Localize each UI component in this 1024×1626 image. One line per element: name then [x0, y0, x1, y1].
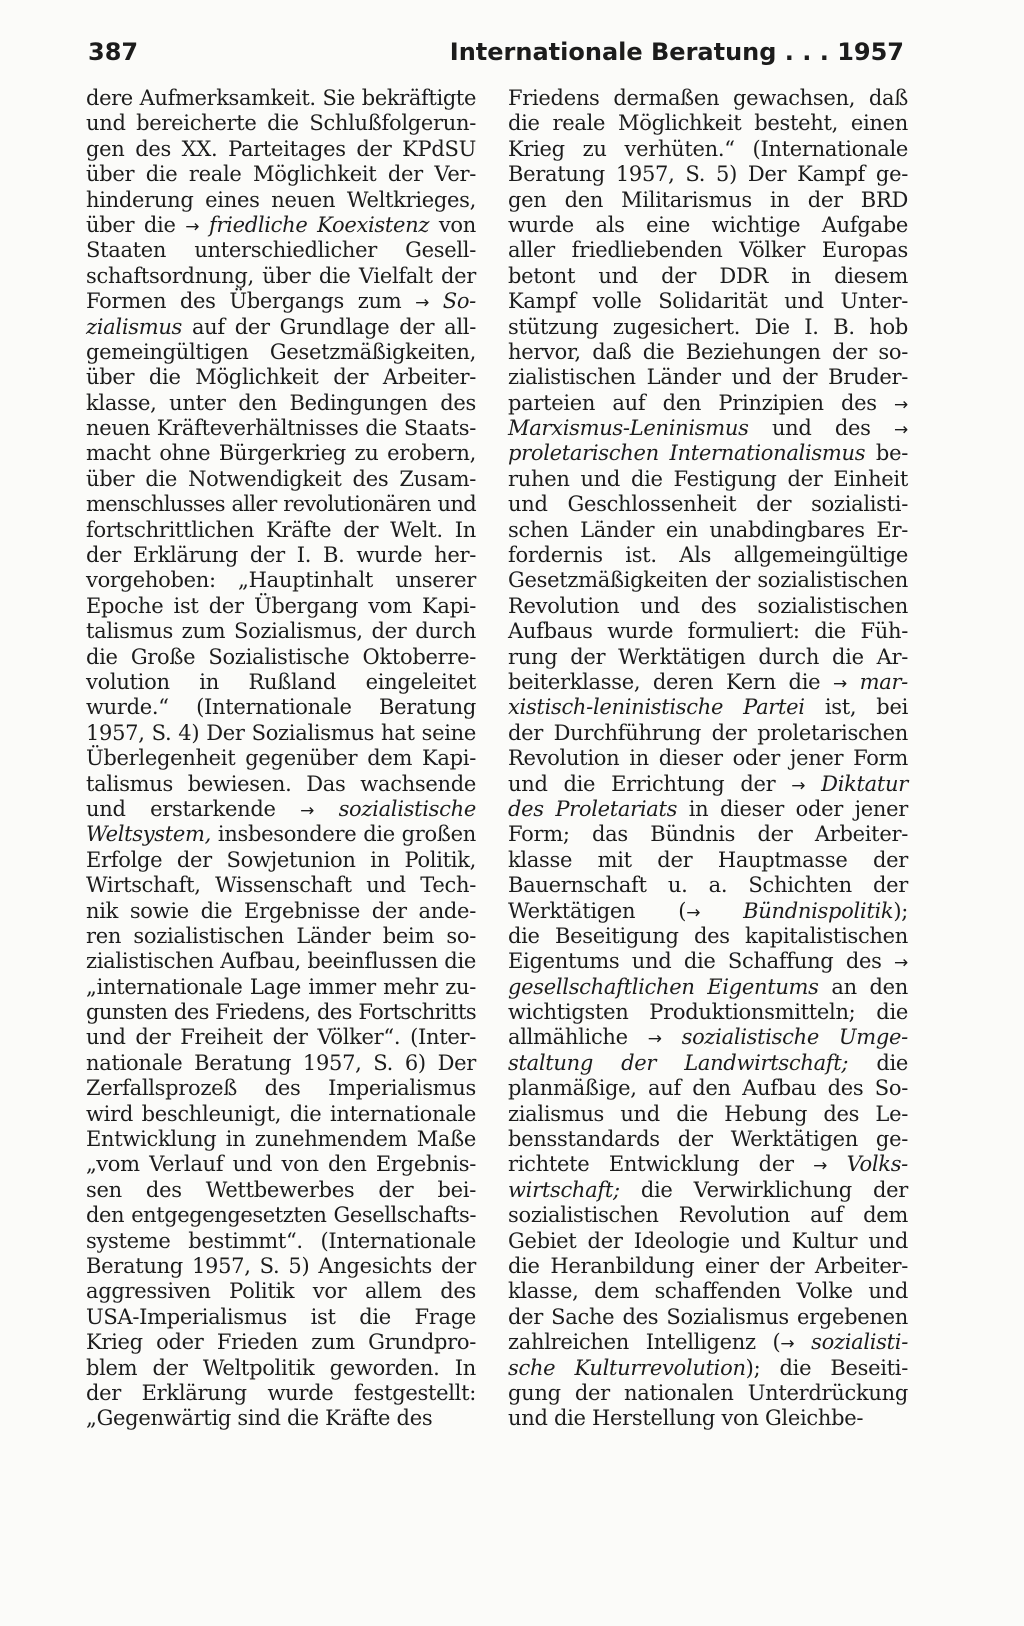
- text-line: über die → friedliche Koexistenz von: [86, 212, 476, 237]
- text-line: der Erklärung der I. B. wurde her-: [86, 543, 476, 568]
- text-line: gunsten des Friedens, des Fortschritts: [86, 1000, 476, 1025]
- text-line: macht ohne Bürgerkrieg zu erobern,: [86, 441, 476, 466]
- text-line: zialismus auf der Grundlage der all-: [86, 314, 476, 339]
- cross-reference-arrow-icon: →: [647, 1029, 662, 1050]
- cross-reference-arrow-icon: →: [415, 293, 430, 314]
- text-line: und bereicherte die Schlußfolgerun-: [86, 111, 476, 136]
- cross-reference-term[interactable]: staltung der Landwirtschaft;: [508, 1050, 849, 1075]
- text-line: Zerfallsprozeß des Imperialismus: [86, 1076, 476, 1101]
- text-line: gemeingültigen Gesetzmäßigkeiten,: [86, 339, 476, 364]
- cross-reference-term[interactable]: Marxismus-Leninismus: [508, 416, 749, 441]
- text-line: des Proletariats in dieser oder jener: [508, 796, 908, 821]
- cross-reference-term[interactable]: zialismus: [86, 314, 183, 339]
- text-line: klasse mit der Hauptmasse der: [508, 847, 908, 872]
- text-line: talismus bewiesen. Das wachsende: [86, 771, 476, 796]
- text-line: Epoche ist der Übergang vom Kapi-: [86, 593, 476, 618]
- text-line: aggressiven Politik vor allem des: [86, 1279, 476, 1304]
- right-text-column: [508, 86, 908, 1432]
- text-line: zahlreichen Intelligenz (→ sozialisti-: [508, 1330, 908, 1355]
- text-line: und erstarkende → sozialistische: [86, 796, 476, 821]
- cross-reference-term[interactable]: gesellschaftlichen Eigentums: [508, 974, 819, 999]
- text-line: der Durchführung der proletarischen: [508, 720, 908, 745]
- text-line: parteien auf den Prinzipien des →: [508, 390, 908, 415]
- text-line: Beratung 1957, S. 5) Angesichts der: [86, 1253, 476, 1278]
- text-line: ruhen und die Festigung der Einheit: [508, 466, 908, 491]
- cross-reference-term[interactable]: des Proletariats: [508, 796, 678, 821]
- text-line: aller friedliebenden Völker Europas: [508, 238, 908, 263]
- text-line: 1957, S. 4) Der Sozialismus hat seine: [86, 720, 476, 745]
- text-line: der Erklärung wurde festgestellt:: [86, 1380, 476, 1405]
- page-header: [88, 38, 904, 78]
- cross-reference-term[interactable]: sche Kulturrevolution: [508, 1355, 746, 1380]
- cross-reference-term[interactable]: proletarischen Internationalismus: [508, 441, 866, 466]
- text-line: Friedens dermaßen gewachsen, daß: [508, 86, 908, 110]
- text-line: zialistischen Länder und der Bruder-: [508, 365, 908, 390]
- cross-reference-arrow-icon: →: [894, 420, 908, 441]
- cross-reference-arrow-icon: →: [300, 800, 315, 821]
- text-line: Kampf volle Solidarität und Unter-: [508, 289, 908, 314]
- text-line: Überlegenheit gegenüber dem Kapi-: [86, 746, 476, 771]
- page-number: 387: [88, 38, 139, 66]
- text-line: und die Errichtung der → Diktatur: [508, 771, 908, 796]
- text-line: über die reale Möglichkeit der Ver-: [86, 162, 476, 187]
- text-line: hervor, daß die Beziehungen der so-: [508, 339, 908, 364]
- text-line: Gebiet der Ideologie und Kultur und: [508, 1228, 908, 1253]
- text-line: über die Möglichkeit der Arbeiter-: [86, 365, 476, 390]
- text-line: „vom Verlauf und von den Ergebnis-: [86, 1152, 476, 1177]
- text-line: beiterklasse, deren Kern die → mar-: [508, 669, 908, 694]
- cross-reference-term[interactable]: Volks-: [846, 1152, 908, 1177]
- cross-reference-arrow-icon: →: [185, 216, 200, 237]
- text-line: hinderung eines neuen Weltkrieges,: [86, 187, 476, 212]
- text-line: staltung der Landwirtschaft; die: [508, 1050, 908, 1075]
- left-text-column: [86, 86, 476, 1432]
- cross-reference-term[interactable]: wirtschaft;: [508, 1177, 620, 1202]
- text-line: planmäßige, auf den Aufbau des So-: [508, 1076, 908, 1101]
- cross-reference-term[interactable]: sozialisti-: [811, 1330, 908, 1355]
- text-line: Entwicklung in zunehmendem Maße: [86, 1127, 476, 1152]
- cross-reference-term[interactable]: mar-: [859, 669, 908, 694]
- text-line: wurde.“ (Internationale Beratung: [86, 695, 476, 720]
- text-line: Eigentums und die Schaffung des →: [508, 949, 908, 974]
- text-line: Form; das Bündnis der Arbeiter-: [508, 822, 908, 847]
- text-line: wirtschaft; die Verwirklichung der: [508, 1177, 908, 1202]
- cross-reference-term[interactable]: sozialistische Umge-: [681, 1025, 908, 1050]
- text-line: systeme bestimmt“. (Internationale: [86, 1228, 476, 1253]
- cross-reference-arrow-icon: →: [791, 775, 806, 796]
- text-line: Wirtschaft, Wissenschaft und Tech-: [86, 873, 476, 898]
- cross-reference-term[interactable]: Bündnispolitik: [743, 898, 894, 923]
- text-line: sche Kulturrevolution); die Beseiti-: [508, 1355, 908, 1380]
- text-line: USA-Imperialismus ist die Frage: [86, 1304, 476, 1329]
- text-line: Formen des Übergangs zum → So-: [86, 289, 476, 314]
- text-line: die Große Sozialistische Oktoberre-: [86, 644, 476, 669]
- text-line: und die Herstellung von Gleichbe-: [508, 1406, 864, 1431]
- text-line: gen des XX. Parteitages der KPdSU: [86, 136, 476, 161]
- text-line: Beratung 1957, S. 5) Der Kampf ge-: [508, 162, 908, 187]
- text-line: menschlusses aller revolutionären und: [86, 492, 476, 517]
- text-line: Erfolge der Sowjetunion in Politik,: [86, 847, 476, 872]
- text-line: vorgehoben: „Hauptinhalt unserer: [86, 568, 476, 593]
- text-line: die Beseitigung des kapitalistischen: [508, 923, 908, 948]
- text-line: Revolution in dieser oder jener Form: [508, 746, 908, 771]
- text-line: Gesetzmäßigkeiten der sozialistischen: [508, 568, 908, 593]
- text-line: wichtigsten Produktionsmitteln; die: [508, 1000, 908, 1025]
- text-line: proletarischen Internationalismus be-: [508, 441, 908, 466]
- text-line: Werktätigen (→ Bündnispolitik);: [508, 898, 908, 923]
- text-line: schaftsordnung, über die Vielfalt der: [86, 263, 476, 288]
- cross-reference-arrow-icon: →: [813, 1156, 828, 1177]
- text-line: der Sache des Sozialismus ergebenen: [508, 1304, 908, 1329]
- text-line: und der Freiheit der Völker“. (Inter-: [86, 1025, 476, 1050]
- text-line: rung der Werktätigen durch die Ar-: [508, 644, 908, 669]
- text-line: Revolution und des sozialistischen: [508, 593, 908, 618]
- text-line: die Heranbildung einer der Arbeiter-: [508, 1253, 908, 1278]
- cross-reference-term[interactable]: xistisch-leninistische Partei: [508, 695, 805, 720]
- text-line: ren sozialistischen Länder beim so-: [86, 923, 476, 948]
- text-line: Krieg oder Frieden zum Grundpro-: [86, 1330, 476, 1355]
- text-line: allmähliche → sozialistische Umge-: [508, 1025, 908, 1050]
- text-line: fortschrittlichen Kräfte der Welt. In: [86, 517, 476, 542]
- cross-reference-arrow-icon: →: [832, 673, 847, 694]
- text-line: die reale Möglichkeit besteht, einen: [508, 111, 908, 136]
- text-line: zialismus und die Hebung des Le-: [508, 1101, 908, 1126]
- text-line: Bauernschaft u. a. Schichten der: [508, 873, 908, 898]
- text-line: fordernis ist. Als allgemeingültige: [508, 543, 908, 568]
- text-line: den entgegengesetzten Gesellschafts-: [86, 1203, 476, 1228]
- text-line: zialistischen Aufbau, beeinflussen die: [86, 949, 476, 974]
- text-line: wurde als eine wichtige Aufgabe: [508, 212, 908, 237]
- cross-reference-arrow-icon: →: [894, 953, 908, 974]
- text-line: nik sowie die Ergebnisse der ande-: [86, 898, 476, 923]
- text-line: dere Aufmerksamkeit. Sie bekräftigte: [86, 86, 476, 110]
- cross-reference-term[interactable]: Weltsystem,: [86, 822, 212, 847]
- text-line: sozialistischen Revolution auf dem: [508, 1203, 908, 1228]
- text-line: „internationale Lage immer mehr zu-: [86, 974, 476, 999]
- text-line: klasse, dem schaffenden Volke und: [508, 1279, 908, 1304]
- running-title: Internationale Beratung . . . 1957: [449, 38, 904, 66]
- text-line: „Gegenwärtig sind die Kräfte des: [86, 1406, 433, 1431]
- text-line: gen den Militarismus in der BRD: [508, 187, 908, 212]
- text-line: volution in Rußland eingeleitet: [86, 669, 476, 694]
- text-line: klasse, unter den Bedingungen des: [86, 390, 476, 415]
- text-line: über die Notwendigkeit des Zusam-: [86, 466, 476, 491]
- text-line: betont und der DDR in diesem: [508, 263, 908, 288]
- text-line: Marxismus-Leninismus und des →: [508, 416, 908, 441]
- cross-reference-term[interactable]: sozialistische: [338, 796, 476, 821]
- cross-reference-term[interactable]: So-: [442, 289, 476, 314]
- text-line: Aufbaus wurde formuliert: die Füh-: [508, 619, 908, 644]
- text-line: gesellschaftlichen Eigentums an den: [508, 974, 908, 999]
- text-line: schen Länder ein unabdingbares Er-: [508, 517, 908, 542]
- cross-reference-arrow-icon: →: [780, 1334, 795, 1355]
- text-line: xistisch-leninistische Partei ist, bei: [508, 695, 908, 720]
- text-line: neuen Kräfteverhältnisses die Staats-: [86, 416, 476, 441]
- text-line: talismus zum Sozialismus, der durch: [86, 619, 476, 644]
- text-line: Krieg zu verhüten.“ (Internationale: [508, 136, 908, 161]
- cross-reference-term[interactable]: friedliche Koexistenz: [208, 212, 430, 237]
- text-line: und Geschlossenheit der sozialisti-: [508, 492, 908, 517]
- cross-reference-term[interactable]: Diktatur: [821, 771, 908, 796]
- cross-reference-arrow-icon: →: [894, 394, 908, 415]
- cross-reference-arrow-icon: →: [686, 902, 701, 923]
- text-line: sen des Wettbewerbes der bei-: [86, 1177, 476, 1202]
- text-line: stützung zugesichert. Die I. B. hob: [508, 314, 908, 339]
- text-line: gung der nationalen Unterdrückung: [508, 1380, 908, 1405]
- text-line: Staaten unterschiedlicher Gesell-: [86, 238, 476, 263]
- text-line: nationale Beratung 1957, S. 6) Der: [86, 1050, 476, 1075]
- text-line: Weltsystem, insbesondere die großen: [86, 822, 476, 847]
- text-line: richtete Entwicklung der → Volks-: [508, 1152, 908, 1177]
- text-line: bensstandards der Werktätigen ge-: [508, 1127, 908, 1152]
- text-line: blem der Weltpolitik geworden. In: [86, 1355, 476, 1380]
- text-line: wird beschleunigt, die internationale: [86, 1101, 476, 1126]
